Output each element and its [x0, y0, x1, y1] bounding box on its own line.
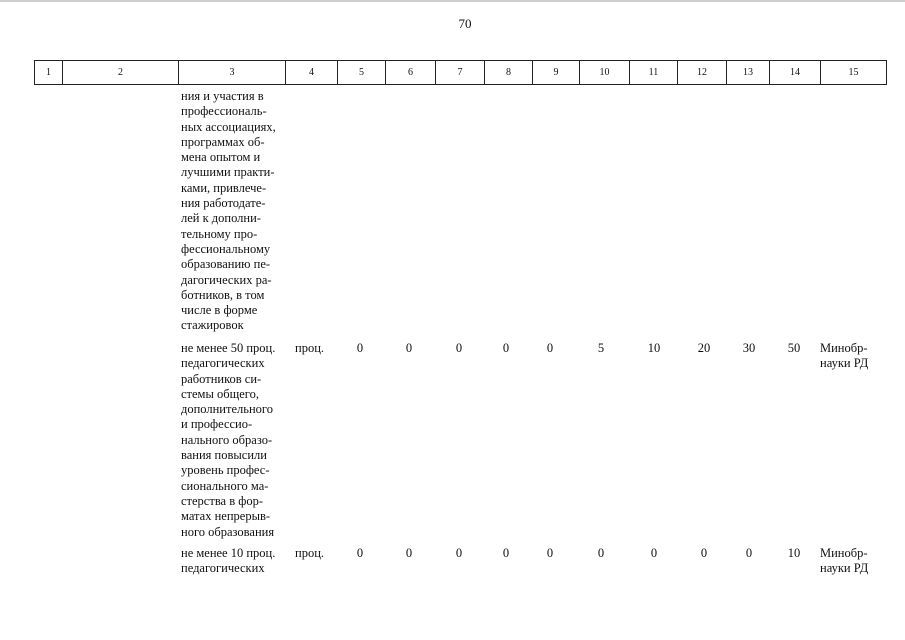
row3-value-col6: 0 — [405, 546, 413, 560]
row2-value-col9: 0 — [546, 341, 554, 355]
row3-responsible — [820, 546, 884, 577]
row3-value-col11: 0 — [650, 546, 658, 560]
text-line: дополнительного — [181, 402, 273, 417]
text-line: матах непрерыв- — [181, 509, 271, 524]
text-line: работников си- — [181, 371, 262, 386]
text-line: ного образования — [181, 524, 275, 539]
text-line: стажировок — [181, 318, 244, 333]
text-line: стемы общего, — [181, 386, 259, 401]
row3-value-col9: 0 — [546, 546, 554, 560]
text-line: стерства в фор- — [181, 493, 264, 508]
header-col-3: 3 — [178, 61, 285, 84]
row3-value-col8: 0 — [502, 546, 510, 560]
header-col-13: 13 — [726, 61, 769, 84]
row3-unit: проц. — [295, 546, 325, 560]
row2-value-col12: 20 — [697, 341, 711, 355]
row2-value-col8: 0 — [502, 341, 510, 355]
row2-value-col14: 50 — [787, 341, 801, 355]
header-col-15: 15 — [820, 61, 887, 84]
row2-value-col10: 5 — [597, 341, 605, 355]
row2-indicator-text — [181, 341, 283, 540]
text-line: образованию пе- — [181, 257, 271, 272]
row1-indicator-text — [181, 89, 283, 334]
header-col-5: 5 — [337, 61, 385, 84]
text-line: и профессио- — [181, 417, 253, 432]
header-col-4: 4 — [285, 61, 337, 84]
text-line: тельному про- — [181, 226, 258, 241]
header-col-7: 7 — [435, 61, 484, 84]
text-line: педагогических — [181, 356, 265, 371]
row2-unit: проц. — [295, 341, 325, 355]
text-line: ния работодате- — [181, 196, 266, 211]
text-line: профессиональ- — [181, 104, 267, 119]
page-number: 70 — [458, 16, 472, 31]
row3-indicator-text — [181, 546, 283, 577]
text-line: ния и участия в — [181, 89, 264, 103]
text-line: лей к дополни- — [181, 211, 261, 226]
text-line: ками, привлече- — [181, 180, 267, 195]
header-col-1: 1 — [34, 61, 62, 84]
text-line: сионального ма- — [181, 478, 269, 493]
header-col-14: 14 — [769, 61, 820, 84]
text-line: программах об- — [181, 134, 265, 149]
text-line: фессиональному — [181, 241, 271, 256]
header-col-11: 11 — [629, 61, 677, 84]
row2-value-col11: 10 — [647, 341, 661, 355]
row3-value-col14: 10 — [787, 546, 801, 560]
text-line: педагогических — [181, 561, 265, 576]
text-line: не менее 50 проц. — [181, 341, 276, 355]
header-col-6: 6 — [385, 61, 435, 84]
text-line: дагогических ра- — [181, 272, 272, 287]
text-line: нального образо- — [181, 432, 273, 447]
text-line: ботников, в том — [181, 287, 265, 302]
header-col-12: 12 — [677, 61, 726, 84]
text-line: числе в форме — [181, 303, 258, 318]
text-line: Минобр- — [820, 546, 868, 560]
row3-value-col10: 0 — [597, 546, 605, 560]
row2-value-col6: 0 — [405, 341, 413, 355]
page-top-edge — [0, 0, 905, 2]
header-col-10: 10 — [579, 61, 629, 84]
text-line: не менее 10 проц. — [181, 546, 276, 560]
text-line: вания повысили — [181, 448, 267, 463]
row3-value-col12: 0 — [700, 546, 708, 560]
text-line: ных ассоциациях, — [181, 119, 276, 134]
text-line: лучшими практи- — [181, 165, 275, 180]
text-line: науки РД — [820, 561, 869, 576]
text-line: уровень профес- — [181, 463, 270, 478]
row3-value-col7: 0 — [455, 546, 463, 560]
header-col-2: 2 — [62, 61, 178, 84]
text-line: Минобр- — [820, 341, 868, 355]
header-col-9: 9 — [532, 61, 579, 84]
row2-value-col7: 0 — [455, 341, 463, 355]
row3-value-col5: 0 — [356, 546, 364, 560]
row2-responsible — [820, 341, 884, 372]
text-line: мена опытом и — [181, 150, 261, 165]
table-header-row — [34, 60, 887, 85]
row3-value-col13: 0 — [745, 546, 753, 560]
row2-value-col13: 30 — [742, 341, 756, 355]
header-col-8: 8 — [484, 61, 532, 84]
row2-value-col5: 0 — [356, 341, 364, 355]
text-line: науки РД — [820, 356, 869, 371]
